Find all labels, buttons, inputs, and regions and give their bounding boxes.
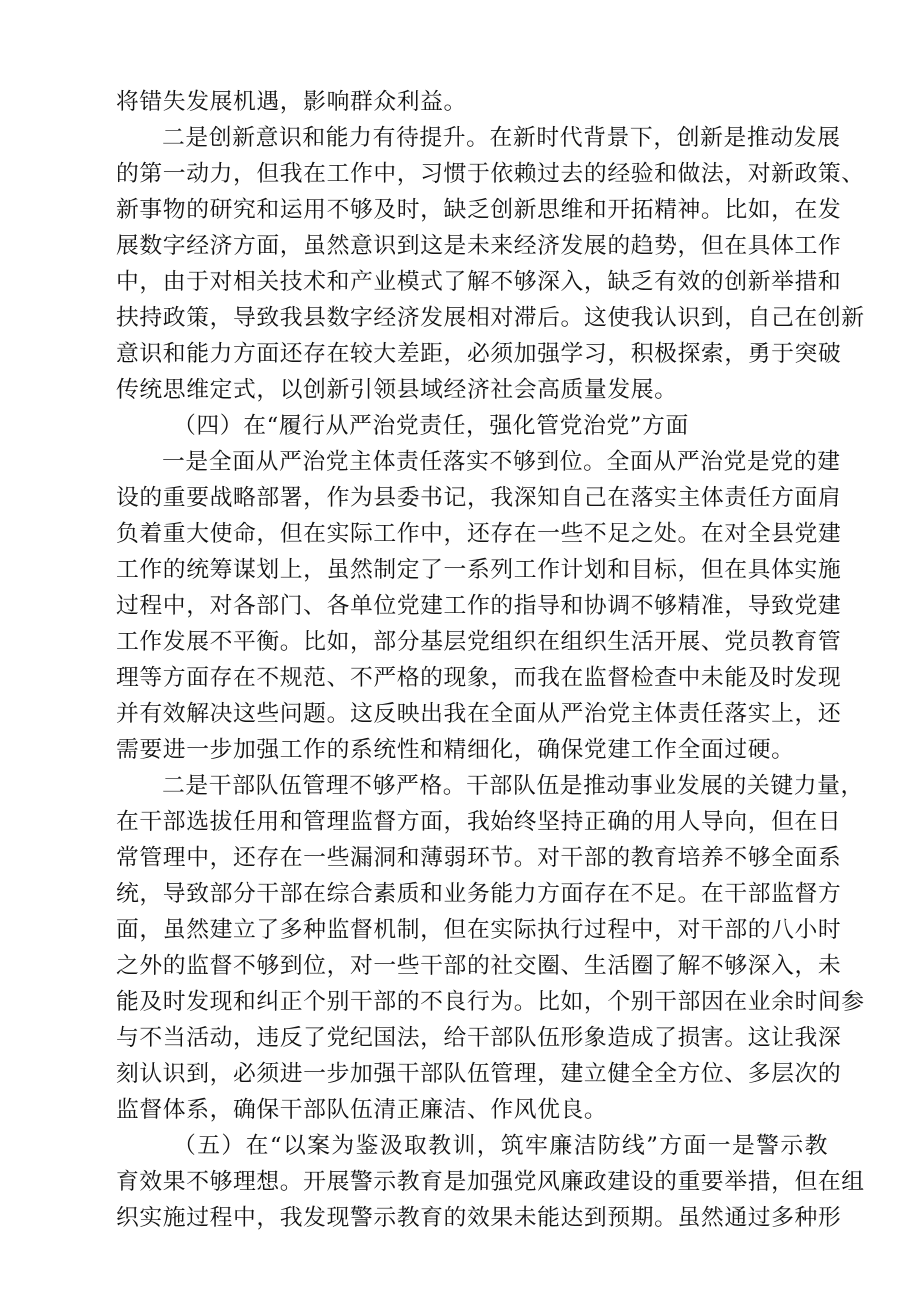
paragraph-line: 将错失发展机遇，影响群众利益。 <box>116 89 467 115</box>
paragraph-line: 展数字经济方面，虽然意识到这是未来经济发展的趋势，但在具体工作 <box>116 233 842 259</box>
paragraph-line: 常管理中，还存在一些漏洞和薄弱环节。对干部的教育培养不够全面系 <box>116 845 842 871</box>
document-page <box>116 84 865 1236</box>
paragraph-line: 织实施过程中，我发现警示教育的效果未能达到预期。虽然通过多种形 <box>116 1205 842 1231</box>
paragraph-line: 并有效解决这些问题。这反映出我在全面从严治党主体责任落实上，还 <box>116 701 842 727</box>
section-heading: （五）在“以案为鉴汲取教训，筑牢廉洁防线”方面一是警示教 <box>173 1133 828 1159</box>
paragraph-line: 设的重要战略部署，作为县委书记，我深知自己在落实主体责任方面肩 <box>116 485 842 511</box>
section-heading: （四）在“履行从严治党责任，强化管党治党”方面 <box>173 413 689 439</box>
paragraph-line: 能及时发现和纠正个别干部的不良行为。比如，个别干部因在业余时间参 <box>116 989 865 1015</box>
paragraph-line: 中，由于对相关技术和产业模式了解不够深入，缺乏有效的创新举措和 <box>116 269 842 295</box>
paragraph-line: 需要进一步加强工作的系统性和精细化，确保党建工作全面过硬。 <box>116 737 795 763</box>
paragraph-line: 传统思维定式，以创新引领县域经济社会高质量发展。 <box>116 377 678 403</box>
paragraph-line: 二是创新意识和能力有待提升。在新时代背景下，创新是推动发展 <box>162 125 841 151</box>
paragraph-line: 理等方面存在不规范、不严格的现象，而我在监督检查中未能及时发现 <box>116 665 842 691</box>
paragraph-line: 面，虽然建立了多种监督机制，但在实际执行过程中，对干部的八小时 <box>116 917 842 943</box>
paragraph-line: 育效果不够理想。开展警示教育是加强党风廉政建设的重要举措，但在组 <box>116 1169 865 1195</box>
paragraph-line: 意识和能力方面还存在较大差距，必须加强学习，积极探索，勇于突破 <box>116 341 842 367</box>
paragraph-line: 工作发展不平衡。比如，部分基层党组织在组织生活开展、党员教育管 <box>116 629 842 655</box>
paragraph-line: 一是全面从严治党主体责任落实不够到位。全面从严治党是党的建 <box>162 449 841 475</box>
paragraph-line: 新事物的研究和运用不够及时，缺乏创新思维和开拓精神。比如，在发 <box>116 197 842 223</box>
paragraph-line: 负着重大使命，但在实际工作中，还存在一些不足之处。在对全县党建 <box>116 521 842 547</box>
paragraph-line: 与不当活动，违反了党纪国法，给干部队伍形象造成了损害。这让我深 <box>116 1025 842 1051</box>
paragraph-line: 统，导致部分干部在综合素质和业务能力方面存在不足。在干部监督方 <box>116 881 842 907</box>
paragraph-line: 过程中，对各部门、各单位党建工作的指导和协调不够精准，导致党建 <box>116 593 842 619</box>
paragraph-line: 二是干部队伍管理不够严格。干部队伍是推动事业发展的关键力量， <box>162 773 864 799</box>
paragraph-line: 刻认识到，必须进一步加强干部队伍管理，建立健全全方位、多层次的 <box>116 1061 842 1087</box>
paragraph-line: 扶持政策，导致我县数字经济发展相对滞后。这使我认识到，自己在创新 <box>116 305 865 331</box>
paragraph-line: 在干部选拔任用和管理监督方面，我始终坚持正确的用人导向，但在日 <box>116 809 842 835</box>
paragraph-line: 监督体系，确保干部队伍清正廉洁、作风优良。 <box>116 1097 608 1123</box>
paragraph-line: 的第一动力，但我在工作中，习惯于依赖过去的经验和做法，对新政策、 <box>116 161 865 187</box>
paragraph-line: 之外的监督不够到位，对一些干部的社交圈、生活圈了解不够深入，未 <box>116 953 842 979</box>
paragraph-line: 工作的统筹谋划上，虽然制定了一系列工作计划和目标，但在具体实施 <box>116 557 842 583</box>
